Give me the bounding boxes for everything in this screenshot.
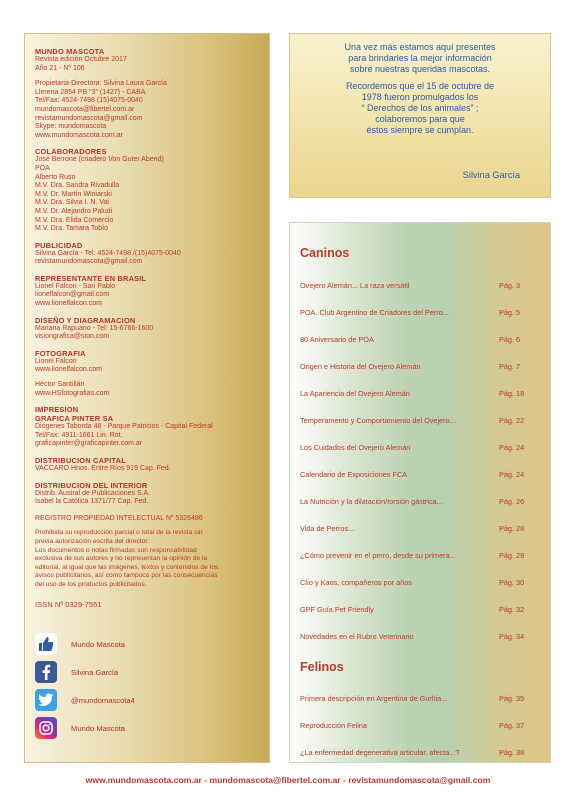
footer-links[interactable]: www.mundomascota.com.ar - mundomascota@fibertel.com.ar - revistamundomascota@gmail.com: [85, 775, 491, 785]
section-title-felinos: Felinos: [300, 660, 344, 674]
dist-interior-block: [35, 481, 259, 507]
masthead-block: [35, 47, 259, 73]
impresion-block: [35, 405, 259, 449]
social-links: [35, 628, 255, 740]
index-item[interactable]: [300, 413, 544, 427]
colaborador: M.V. Dra. Tamara Tobío: [35, 225, 109, 233]
index-item[interactable]: [300, 575, 544, 589]
colaborador: Alberto Ruso: [35, 173, 76, 181]
intro-line: 1978 fueron promulgados los: [361, 91, 479, 102]
rights-line: Prohibida su reproducción parcial o total de la revista sin: [35, 529, 203, 537]
fotografia-title: FOTOGRAFIA: [35, 348, 86, 358]
index-item-page: Pág. 7: [499, 361, 521, 371]
publicidad-line: Silvina García - Tel: 4524-7498 /(15)4075-0040: [35, 249, 181, 257]
credits-panel: [24, 33, 270, 763]
fotografia-line: www.lionelfalcon.com: [35, 366, 102, 374]
colaborador: M.V. Dra. Silvia I. N. Vai: [35, 199, 109, 207]
index-item[interactable]: [300, 332, 544, 346]
impresion-line: graficapinter@graficapinter.com.ar: [35, 440, 143, 448]
index-item-title: POA. Club Argentino de Criadores del Perro...: [300, 307, 449, 317]
index-item[interactable]: [300, 305, 544, 319]
index-item[interactable]: [300, 467, 544, 481]
index-item[interactable]: [300, 629, 544, 643]
index-item-page: Pág. 24: [499, 442, 525, 452]
index-item-title: Primera descripción en Argentina de Gurltia...: [300, 693, 448, 703]
social-label: Mundo Mascota: [71, 723, 126, 733]
dist-interior-line: Isabel la Católica 1371/77 Cap. Fed.: [35, 498, 149, 506]
social-facebook[interactable]: [35, 660, 255, 684]
intro-line: Recordemos que el 15 de octubre de: [345, 80, 495, 91]
index-item-page: Pág. 6: [499, 334, 521, 344]
index-item[interactable]: [300, 440, 544, 454]
facebook-icon: [35, 661, 57, 683]
rights-notice: [35, 529, 259, 589]
index-item-title: ¿La enfermedad degenerativa articular, afecta...?: [300, 747, 460, 757]
index-item[interactable]: [300, 691, 544, 705]
index-item[interactable]: [300, 745, 544, 759]
intro-line: sobre nuestras queridas mascotas.: [349, 64, 491, 75]
intro-line: “ Derechos de los animales” ;: [361, 103, 479, 114]
index-item[interactable]: [300, 602, 544, 616]
social-like[interactable]: [35, 632, 255, 656]
like-icon: [35, 633, 57, 655]
index-item-title: Ovejero Alemán... La raza versátil: [300, 280, 410, 290]
contact-line: Propietaria-Directora: Silvina Laura García: [35, 80, 167, 88]
colaborador: POA: [35, 164, 50, 172]
rights-line: previa autorización escrita del director.: [35, 537, 150, 545]
diseno-title: DISEÑO Y DIAGRAMACION: [35, 315, 136, 325]
colaborador: M.V. Dra. Sandra Rivadulla: [35, 182, 120, 190]
dist-capital-title: DISTRIBUCION CAPITAL: [35, 456, 126, 465]
index-item[interactable]: [300, 386, 544, 400]
rights-line: Los documentos o notas firmadas son responsabilidad: [35, 546, 197, 554]
brasil-line: lionelfalcon@gmail.com: [35, 291, 110, 299]
index-item-page: Pág. 26: [499, 496, 525, 506]
diseno-line: visiongrafica@sion.com: [35, 333, 110, 341]
intro-box: [289, 33, 551, 198]
contact-website: www.mundomascota.com.ar: [35, 131, 123, 139]
index-item-page: Pág. 28: [499, 523, 525, 533]
social-instagram[interactable]: [35, 716, 255, 740]
intro-signature: Silvina García: [462, 170, 520, 180]
index-item[interactable]: [300, 718, 544, 732]
dist-interior-title: DISTRIBUCION DEL INTERIOR: [35, 480, 148, 490]
index-item[interactable]: [300, 494, 544, 508]
colaboradores-block: [35, 147, 259, 233]
index-item-page: Pág. 38: [499, 747, 525, 757]
index-item-page: Pág. 24: [499, 469, 525, 479]
index-item-page: Pág. 29: [499, 550, 525, 560]
social-twitter[interactable]: [35, 688, 255, 712]
index-item-title: Clío y Kaos, compañeros por años: [300, 577, 412, 587]
index-item-title: Vida de Perros...: [300, 523, 355, 533]
publicidad-line: revistamundomascota@gmail.com: [35, 258, 143, 266]
index-item-title: Calendario de Exposiciones FCA: [300, 469, 408, 479]
colaborador: M.V. Dr. Martín Winiarski: [35, 190, 112, 198]
index-item-page: Pág. 34: [499, 631, 525, 641]
impresion-title: IMPRESION: [35, 405, 79, 415]
intro-line: Una vez más estamos aquí presentes: [344, 42, 496, 52]
brasil-line: Lionel Falcon - San Pablo: [35, 282, 116, 290]
fotografia-line: Lionel Falcon: [35, 357, 77, 365]
index-item-page: Pág. 30: [499, 577, 525, 587]
index-item-page: Pág. 32: [499, 604, 525, 614]
index-item-page: Pág. 18: [499, 388, 525, 398]
index-item-title: 80 Aniversario de POA: [300, 334, 374, 344]
rights-line: avisos publicitarios, así como tampoco por las consecuencias: [35, 572, 218, 580]
index-item[interactable]: [300, 548, 544, 562]
fotografia-line: www.HSfotografias.com: [35, 389, 110, 397]
magazine-title: MUNDO MASCOTA: [35, 47, 105, 56]
section-title-caninos: Caninos: [300, 246, 350, 260]
dist-interior-line: Distrib. Austral de Publicaciones S.A.: [35, 489, 151, 497]
contact-skype: Skype: mundomascota: [35, 123, 107, 131]
social-label: @mundomascota4: [71, 695, 135, 705]
intro-line: éstos siempre se cumplan.: [366, 125, 474, 136]
index-panel: [289, 222, 551, 763]
dist-capital-block: [35, 456, 259, 474]
index-item-page: Pág. 35: [499, 693, 525, 703]
dist-capital-line: VACCARO Hnos. Entre Ríos 919 Cap. Fed.: [35, 465, 171, 472]
publicidad-title: PUBLICIDAD: [35, 240, 83, 250]
index-item-title: GPF Guía Pet Friendly: [300, 604, 374, 614]
diseno-line: Mariana Rapuano - Tel: 15-6766-1600: [35, 324, 154, 332]
social-label: Mundo Mascota: [71, 639, 126, 649]
fotografia-block: [35, 349, 259, 398]
index-item-title: La Apariencia del Ovejero Alemán: [300, 388, 410, 398]
edition: Revista edición Octubre 2017: [35, 56, 127, 63]
intro-paragraph-1: [298, 42, 542, 76]
impresion-line: Diógenes Taborda 48 - Parque Patricios - Capital Federal: [35, 423, 213, 431]
twitter-icon: [35, 689, 57, 711]
colaborador: M.V. Dra. Elida Comercio: [35, 216, 114, 224]
index-item-title: Reproducción Felina: [300, 720, 367, 730]
intro-line: colaboremos para que: [375, 114, 465, 125]
index-item-title: ¿Cómo prevenir en el perro, desde su primera...: [300, 550, 456, 560]
index-item-title: Origen e Historia del Ovejero Alemán: [300, 361, 421, 371]
brasil-line: www.lionelfalcon.com: [35, 300, 102, 308]
impresion-subtitle: GRAFICA PINTER SA: [35, 414, 114, 424]
index-item-title: La Nutrición y la dilatación/torsión gástrica...: [300, 496, 443, 506]
issn: ISSN Nº 0329-7551: [35, 599, 102, 609]
rights-line: editorial, al igual que las imágenes, textos y contenidos de los: [35, 563, 219, 571]
contact-block: [35, 80, 259, 140]
index-item-title: Los Cuidados del Ovejero Alemán: [300, 442, 411, 452]
index-item-page: Pág. 22: [499, 415, 525, 425]
impresion-line: Tel/Fax: 4911-1661 Lin. Rot.: [35, 431, 123, 439]
index-item-title: Novedades en el Rubro Veterinario: [300, 631, 414, 641]
social-label: Silvina García: [71, 667, 119, 677]
contact-email: revistamundomascota@gmail.com: [35, 114, 143, 122]
instagram-icon: [35, 717, 57, 739]
contact-email: mundomascota@fibertel.com.ar: [35, 105, 135, 113]
index-item[interactable]: [300, 521, 544, 535]
intro-paragraph-2: [298, 81, 542, 137]
colaborador: José Berrone (criadero Von Guter Abend): [35, 156, 164, 164]
contact-line: Llerena 2854 PB "3" (1427) - CABA: [35, 88, 146, 96]
rights-line: exclusiva de sus autores y no representan la opinión de la: [35, 555, 208, 563]
colaborador: M.V. Dr. Alejandro Paludi: [35, 207, 113, 215]
diseno-block: [35, 316, 259, 342]
index-item[interactable]: [300, 278, 544, 292]
index-item-page: Pág. 5: [499, 307, 521, 317]
index-item[interactable]: [300, 359, 544, 373]
fotografia-line: Héctor Santillán: [35, 381, 85, 389]
brasil-title: REPRESENTANTE EN BRASIL: [35, 273, 147, 283]
colaboradores-title: COLABORADORES: [35, 147, 107, 157]
rights-line: del uso de los productos publicitados.: [35, 580, 147, 588]
registro: REGISTRO PROPIEDAD INTELECTUAL Nº 5326486: [35, 514, 203, 522]
contact-line: Tel/Fax: 4524-7498 (15)4075-0040: [35, 97, 143, 105]
index-item-title: Temperamento y Comportamiento del Ovejero...: [300, 415, 456, 425]
brasil-block: [35, 274, 259, 309]
year-number: Año 21 - Nº 106: [35, 64, 85, 72]
publicidad-block: [35, 241, 259, 267]
intro-line: para brindarles la mejor información: [348, 53, 492, 64]
index-item-page: Pág. 3: [499, 280, 521, 290]
index-item-page: Pág. 37: [499, 720, 525, 730]
